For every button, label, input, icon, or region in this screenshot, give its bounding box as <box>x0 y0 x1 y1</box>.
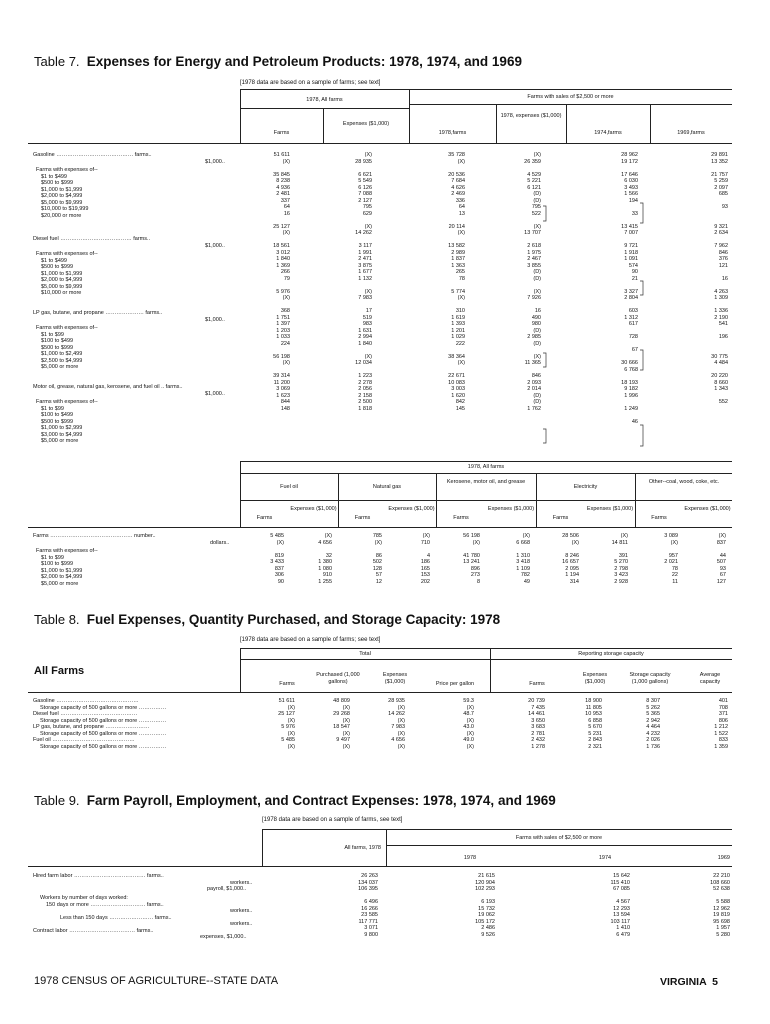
t7-label: $1,000 to $1,999 <box>41 186 83 193</box>
bracket <box>640 203 643 223</box>
t7b-h-kero: Kerosene, motor oil, and grease <box>446 479 526 485</box>
table-7-note: [1978 data are based on a sample of farms; see text] <box>240 80 381 86</box>
t7-label: $5,000 to $9,999 <box>41 199 83 206</box>
t7-h-expenses: Expenses ($1,000) <box>342 121 390 127</box>
footer-left: 1978 CENSUS OF AGRICULTURE--STATE DATA <box>34 975 279 987</box>
table-7-title: Table 7. Expenses for Energy and Petroleum Products: 1978, 1974, and 1969 <box>34 54 522 69</box>
t7-label: $2,500 to $4,999 <box>41 357 83 364</box>
t7b-rule-bottom <box>28 527 732 528</box>
t8-col: 51 611 (X) 25 127 (X) 5 976 (X) 5 485 (X) <box>278 698 295 750</box>
bracket <box>543 206 546 221</box>
t9-label: workers.. <box>230 908 253 914</box>
t7-label: $5,000 or more <box>41 364 79 370</box>
t9-h-1974: 1974 <box>598 855 612 861</box>
t7b-col: (X) 837 44 507 93 67 127 <box>716 533 726 585</box>
t7-label: $1 to $99 <box>41 405 64 412</box>
t7b-col: (X) 710 4 186 165 153 202 <box>420 533 430 585</box>
t8-rule-bottom <box>28 692 732 693</box>
t7-h-1974: 1974,farms <box>594 130 622 136</box>
bracket <box>543 353 546 367</box>
t7-col-1969: 29 891 13 352 21 757 5 259 2 097 685 93 9 321 2 634 7 962 846 376 121 16 4 263 1 309 1 336 2 190 541 196 30 775 4 484 20 220 8 660 1 343 552 <box>711 152 728 405</box>
t7-label: $10,000 or more <box>41 290 82 296</box>
t7-label: $100 to $499 <box>41 412 74 418</box>
t7-label: $100 to $499 <box>41 338 74 344</box>
t7-col-expenses: (X) 28 935 6 621 5 549 6 126 7 088 2 127 795 629 (X) 14 262 3 117 1 991 2 471 3 875 1 677 1 132 (X) 7 983 17 519 983 1 631 2 994 1 840 (X) 12 034 1 223 2 278 2 056 2 158 2 500 1 818 <box>355 152 372 412</box>
t9-h-sales: Farms with sales of $2,500 or more <box>515 835 603 841</box>
t7-col-1974: 28 962 19 172 17 646 6 030 3 493 1 566 194 33 13 415 7 007 9 721 1 918 1 091 574 90 21 3 327 2 804 603 1 312 617 728 67 30 666 6 768 18 193 9 182 1 996 1 249 46 <box>621 152 638 425</box>
t7b-rule <box>240 500 732 501</box>
t8-rule-top <box>240 648 732 649</box>
t7-label: $500 to $999 <box>41 344 74 351</box>
t7b-h-exp: Expenses ($1,000) <box>684 506 731 512</box>
t8-col: 59.3 (X) 48.7 (X) 43.0 (X) 49.0 (X) <box>463 698 474 750</box>
t8-h-avg: Average capacity <box>699 672 721 685</box>
t8-label: Diesel fuel …………………………………… <box>33 711 138 717</box>
t9-label: Hired farm labor ………………………………… farms.. <box>33 873 164 879</box>
bracket <box>543 429 546 443</box>
t8-col: 8 307 5 262 5 365 2 942 4 464 4 232 2 026 1 736 <box>646 698 660 750</box>
t8-col: 20 739 7 435 14 461 3 650 3 683 2 781 2 432 1 278 <box>528 698 545 750</box>
t7b-label: $100 to $999 <box>41 561 74 567</box>
t7b-label: $2,000 to $4,999 <box>41 574 83 580</box>
t7b-h-exp: Expenses ($1,000) <box>586 506 634 512</box>
t7-h-allfarms: 1978, All farms <box>306 97 343 103</box>
t7b-rule <box>240 473 732 474</box>
t7-h-1978exp: 1978, expenses ($1,000) <box>500 113 562 119</box>
t7b-col: 785 (X) 86 502 128 57 12 <box>372 533 382 585</box>
t7b-rule-top <box>240 461 732 462</box>
t7-label: $1 to $499 <box>41 257 67 264</box>
t7-h-farms: Farms <box>273 130 290 136</box>
t7b-label: Farms with expenses of-- <box>36 548 98 554</box>
t8-col: 18 900 11 805 10 953 6 858 5 670 5 231 2 843 2 321 <box>585 698 602 750</box>
t9-rule-bottom <box>28 866 732 867</box>
t9-rule <box>386 845 732 846</box>
t8-h-purch: Purchased (1,000 gallons) <box>316 672 360 685</box>
t7b-h-farms: Farms <box>354 515 371 521</box>
t7b-col: (X) 14 811 391 5 270 2 798 3 423 2 928 <box>611 533 628 585</box>
t7b-h-exp: Expenses ($1,000) <box>388 506 435 512</box>
t7-label: $1,000 to $1,999 <box>41 270 83 277</box>
t7b-h-exp: Expenses ($1,000) <box>487 506 535 512</box>
t8-label: Storage capacity of 500 gallons or more …………… <box>40 743 167 750</box>
t7b-h-farms: Farms <box>453 515 469 521</box>
t7b-h-exp: Expenses ($1,000) <box>290 506 337 512</box>
t7-label: $500 to $999 <box>41 264 74 270</box>
t7-label: LP gas, butane, and propane ………………… farms.. <box>33 310 163 316</box>
bracket <box>640 425 643 446</box>
t7-label: $2,000 to $4,999 <box>41 193 83 199</box>
t9-h-all: All farms, 1978 <box>344 845 381 851</box>
t7-label: Farms with expenses of-- <box>36 167 98 173</box>
t9-label: workers.. <box>230 879 253 886</box>
t9-label: Workers by number of days worked: <box>40 895 128 901</box>
t7-label: $10,000 to $19,999 <box>41 206 89 212</box>
t7-label: $5,000 or more <box>41 438 79 444</box>
t8-h-farms2: Farms <box>529 681 545 687</box>
t9-col: 22 210 108 660 52 638 5 588 12 962 19 819 95 698 1 957 5 280 <box>710 873 730 938</box>
t7-h-1978farms: 1978,farms <box>438 130 467 136</box>
footer-right: VIRGINIA 5 <box>660 976 718 988</box>
t7-col-farms: 51 611 (X) 35 845 8 238 4 936 2 481 337 64 16 25 127 (X) 18 561 3 012 1 840 1 369 266 79 5 976 (X) 368 1 751 1 397 1 203 1 033 224 56 198 (X) 39 314 11 200 3 069 1 623 844 148 <box>273 152 290 412</box>
t7-col-1978farms: 35 728 (X) 20 536 7 684 4 626 2 469 336 64 13 20 114 (X) 13 582 2 989 1 837 1 363 265 78 5 774 (X) 310 1 619 1 393 1 201 1 029 222 38 364 (X) 22 671 10 083 3 003 1 620 842 145 <box>448 152 465 412</box>
t8-col: 28 935 (X) 14 262 (X) 7 983 (X) 4 656 (X) <box>388 698 405 750</box>
t8-h-farms: Farms <box>279 681 295 687</box>
t7-label: $500 to $999 <box>41 180 74 186</box>
t8-label: Gasoline ……………………………………… <box>33 698 139 704</box>
t7b-h-farms: Farms <box>651 515 667 521</box>
t7-label: $1,000.. <box>205 390 225 397</box>
t7-col-1978exp: (X) 26 359 4 529 5 221 6 121 (D) (D) 795 522 (X) 13 707 2 618 1 975 2 467 3 855 (D) (D) (X) 7 926 16 490 980 (D) 2 985 (D) (X) 11 365 846 2 093 2 014 (D) (D) 1 762 <box>524 152 541 412</box>
t7-h-1969: 1969,farms <box>677 130 705 136</box>
t7b-label: Farms ……………………………………… number.. <box>33 533 156 539</box>
t9-rule-top <box>262 829 732 830</box>
bracket <box>640 281 643 295</box>
table-9-note: [1978 data are based on a sample of farms, see text] <box>262 817 403 823</box>
t8-label: Storage capacity of 500 gallons or more …………… <box>40 704 167 711</box>
t7b-col: (X) 6 668 1 310 3 418 1 109 782 49 <box>516 533 530 585</box>
t7b-col: (X) 4 656 32 1 380 1 080 910 1 255 <box>318 533 332 585</box>
table-9-title: Table 9. Farm Payroll, Employment, and Contract Expenses: 1978, 1974, and 1969 <box>34 793 556 808</box>
t9-h-1969: 1969 <box>717 855 730 861</box>
t7-h-sales: Farms with sales of $2,500 or more <box>527 94 614 100</box>
t7b-h-fuel: Fuel oil <box>280 484 298 490</box>
t8-col: 48 809 (X) 29 268 (X) 18 547 (X) 9 497 (X) <box>333 698 350 750</box>
t7-label: $1 to $499 <box>41 173 67 180</box>
table-8-title: Table 8. Fuel Expenses, Quantity Purchased, and Storage Capacity: 1978 <box>34 612 501 627</box>
t8-h-price: Price per gallon <box>435 681 475 687</box>
t7-label: Farms with expenses of-- <box>36 251 98 257</box>
t7b-col: 56 198 (X) 41 780 13 241 896 273 8 <box>463 533 480 585</box>
t7-label: $500 to $999 <box>41 418 74 425</box>
t7b-label: $1,000 to $1,999 <box>41 567 83 574</box>
t8-rule <box>240 659 732 660</box>
t7b-h-gas: Natural gas <box>372 484 402 490</box>
table-8-section: All Farms <box>34 665 85 677</box>
t7-label: $20,000 or more <box>41 212 82 219</box>
t9-label: 150 days or more ………………………… farms.. <box>46 901 164 908</box>
bracket <box>640 350 643 370</box>
table-8-note: [1978 data are based on a sample of farms; see text] <box>240 637 381 643</box>
t9-vrule <box>262 829 263 867</box>
t7-label: Diesel fuel ………………………………… farms.. <box>33 236 151 242</box>
t9-label: workers.. <box>230 921 253 927</box>
t7-label: $2,000 to $4,999 <box>41 277 83 283</box>
t7-label: $1,000.. <box>205 242 225 249</box>
t7-label: $1,000 to $2,999 <box>41 425 83 431</box>
t7b-col: 28 506 (X) 8 246 16 657 2 095 1 194 314 <box>562 533 579 585</box>
t8-h-stor: Storage capacity (1,000 gallons) <box>629 672 671 685</box>
t7b-h-elec: Electricity <box>573 484 598 490</box>
t8-h-exp2: Expenses ($1,000) <box>582 672 608 685</box>
t9-label: payroll, $1,000.. <box>207 886 247 892</box>
t9-col: 26 263 134 037 106 395 6 496 16 266 23 585 117 771 3 071 9 800 <box>358 873 378 938</box>
t7-label: $1,000.. <box>205 316 225 323</box>
t7-label: $1,000 to $2,499 <box>41 351 83 357</box>
t8-label: Fuel oil ……………………………………… <box>33 737 135 743</box>
t9-label: Contract labor ……………………………… farms.. <box>33 927 154 934</box>
t9-h-1978: 1978 <box>463 855 477 861</box>
t7b-h-other: Other--coal, wood, coke, etc. <box>648 479 720 485</box>
t9-label: Less than 150 days …………………… farms.. <box>60 914 172 921</box>
t7b-label: $1 to $99 <box>41 554 64 561</box>
t7-label: Gasoline …………………………………… farms.. <box>33 152 152 158</box>
t7b-col: 5 485 (X) 819 3 433 837 306 90 <box>270 533 284 585</box>
t7b-label: dollars.. <box>210 539 230 546</box>
t7b-h-all: 1978, All farms <box>467 464 505 470</box>
t8-h-report: Reporting storage capacity <box>578 651 644 657</box>
t9-label: expenses, $1,000.. <box>200 934 247 940</box>
t8-label: LP gas, butane, and propane …………………… <box>33 724 150 730</box>
t7-label: Farms with expenses of-- <box>36 399 98 405</box>
t7b-col: 3 089 (X) 957 2 021 78 22 11 <box>664 533 678 585</box>
t7-label: Farms with expenses of-- <box>36 325 98 331</box>
t8-h-exp: Expenses ($1,000) <box>382 672 408 685</box>
t7-label: $1,000.. <box>205 158 225 165</box>
t7-label: $1 to $99 <box>41 331 64 338</box>
t9-col: 21 615 120 904 102 293 6 193 15 732 19 062 105 172 2 486 9 526 <box>475 873 495 938</box>
t7b-h-farms: Farms <box>552 515 569 521</box>
t8-label: Storage capacity of 500 gallons or more …………… <box>40 717 167 724</box>
t7-label: $5,000 to $9,999 <box>41 283 83 290</box>
t9-col: 15 642 115 410 67 085 4 567 12 293 13 594 103 117 1 410 6 479 <box>610 873 630 938</box>
t8-h-total: Total <box>359 651 371 657</box>
t8-label: Storage capacity of 500 gallons or more …………… <box>40 730 167 737</box>
t7b-h-farms: Farms <box>256 515 273 521</box>
t8-col: 401 708 371 806 1 212 1 522 833 1 359 <box>714 698 728 750</box>
t7-label: $3,000 to $4,999 <box>41 431 83 438</box>
t7-label: Motor oil, grease, natural gas, kerosene, and fuel oil .. farms.. <box>33 384 183 390</box>
t7b-label: $5,000 or more <box>41 580 79 587</box>
